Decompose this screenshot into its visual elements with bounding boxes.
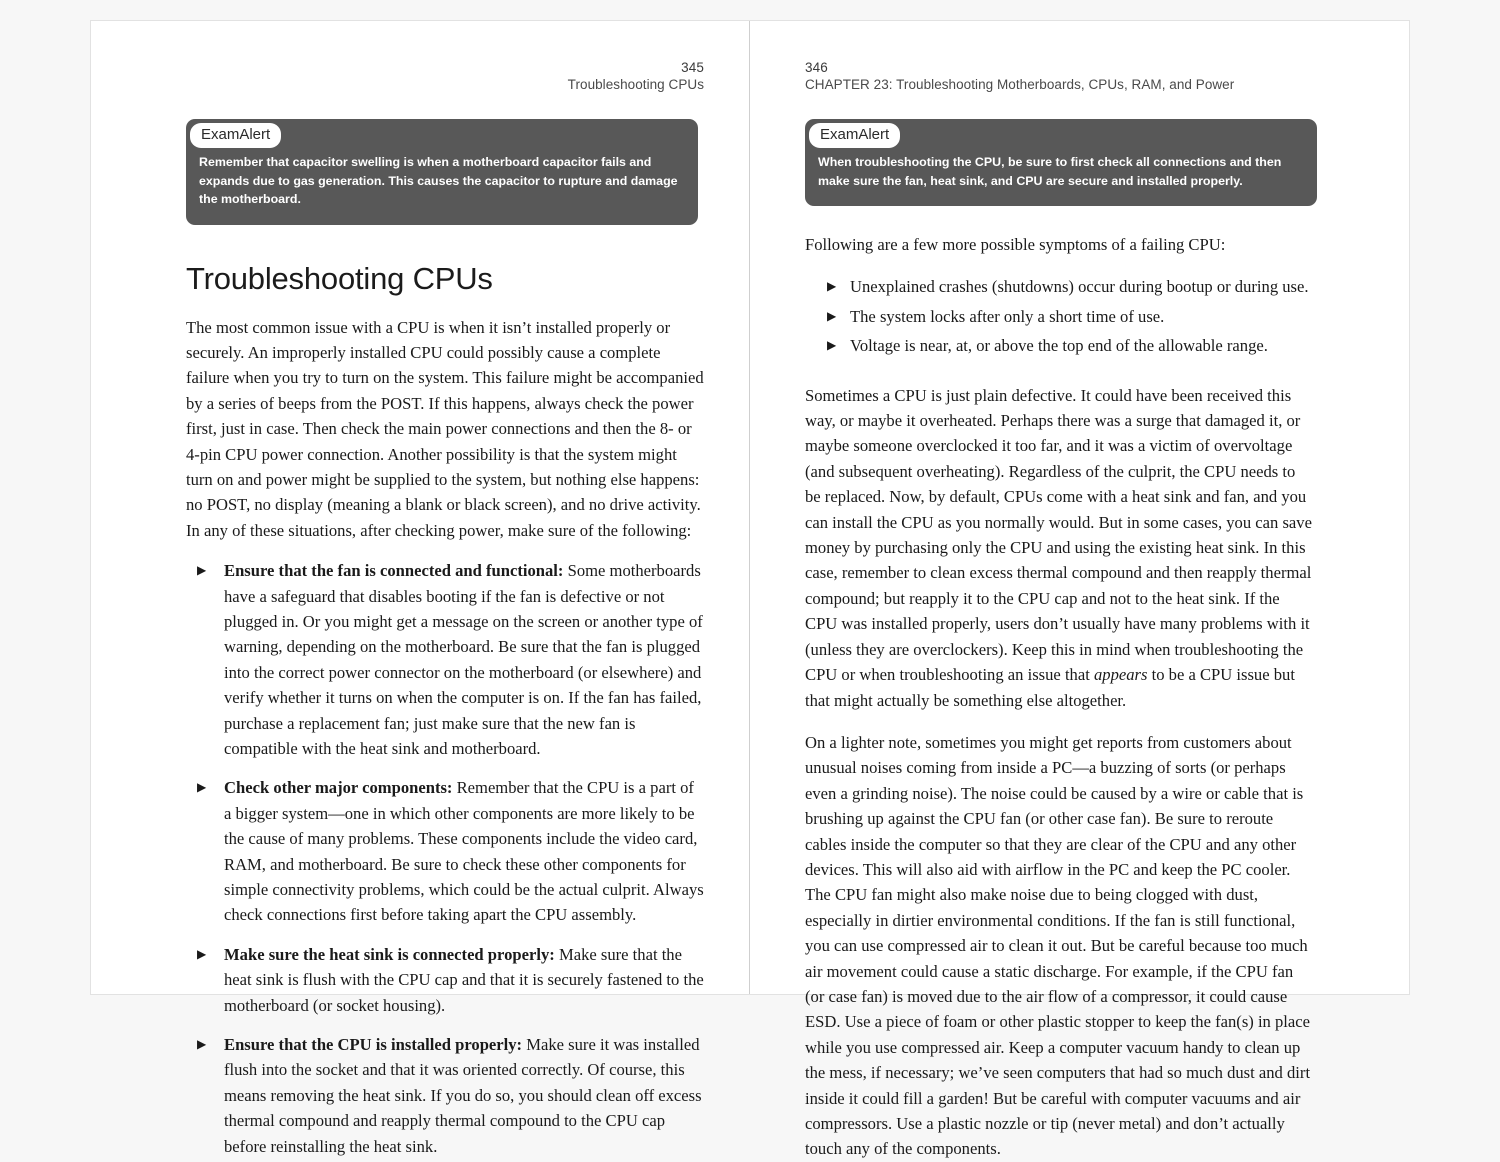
triangle-bullet-icon: ▶ [197, 1037, 207, 1052]
exam-alert-left [186, 119, 698, 225]
list-item-lead: Check other major components: [224, 778, 453, 798]
triangle-bullet-icon: ▶ [827, 279, 837, 294]
triangle-bullet-icon: ▶ [197, 780, 207, 795]
running-head-title-right: CHAPTER 23: Troubleshooting Motherboards, CPUs, RAM, and Power [805, 77, 1235, 92]
exam-alert-badge-left: ExamAlert [190, 123, 281, 148]
list-item-text: Some motherboards have a safeguard that disables booting if the fan is defective or not plugged in. Or you might get a message on the screen or another type of warning, depending on the motherboard. Be sure that the fan is plugged into the correct power connector on the motherboard (or elsewhere) and verify whether it turns on when the computer is on. If the fan has failed, purchase a replacement fan; just make sure that the new fan is compatible with the heat sink and motherboard. [224, 561, 703, 758]
bullet-list-left [186, 558, 704, 1159]
symptom-list [805, 274, 1314, 358]
intro-paragraph-left: The most common issue with a CPU is when it isn’t installed properly or securely. An improperly installed CPU could possibly cause a complete failure when you try to turn on the system. This failure might be accompanied by a series of beeps from the POST. If this happens, always check the power first, just in case. Then check the main power connections and then the 8- or 4-pin CPU power connection. Another possibility is that the system might turn on and power might be supplied to the system, but nothing else happens: no POST, no display (meaning a blank or black screen), and no drive activity. In any of these situations, after checking power, make sure of the following: [186, 317, 704, 540]
running-head-title-left: Troubleshooting CPUs [567, 77, 704, 92]
emphasized-word: appears [1093, 665, 1148, 685]
list-item-lead: Make sure the heat sink is connected properly: [224, 944, 555, 964]
page-number-left: 345 [681, 60, 704, 75]
section-title: Troubleshooting CPUs [186, 260, 493, 296]
intro-paragraph-right: Following are a few more possible symptoms of a failing CPU: [805, 235, 1226, 254]
book-spread [90, 20, 1410, 1159]
exam-alert-right [805, 119, 1317, 206]
paragraph-text-part1: Sometimes a CPU is just plain defective. It could have been received this way, or maybe it overheated. Perhaps there was a surge that damaged it, or maybe someone overclocked it too far, and it was a victim of overvoltage (and subsequent overheating). Regardless of the culprit, the CPU needs to be replaced. Now, by default, CPUs come with a heat sink and fan, and you can install the CPU as you normally would. But in some cases, you can save money by purchasing only the CPU and using the existing heat sink. In this case, remember to clean excess thermal compound and then reapply thermal compound; but reapply it to the CPU cap and not to the heat sink. If the CPU was installed properly, users don’t usually have many problems with it (unless they are overclockers). Keep this in mind when troubleshooting the CPU or when troubleshooting an issue that [805, 385, 1312, 685]
list-item [186, 775, 704, 927]
list-item-text: Voltage is near, at, or above the top end of the allowable range. [850, 336, 1268, 356]
paragraph-defective-cpu [805, 383, 1314, 713]
list-item-lead: Ensure that the fan is connected and functional: [224, 561, 564, 581]
exam-alert-badge-right: ExamAlert [809, 123, 900, 148]
list-item [805, 333, 1314, 358]
list-item [186, 558, 704, 761]
exam-alert-body-left: Remember that capacitor swelling is when a motherboard capacitor fails and expands due to gas generation. This causes the capacitor to rupture and damage the motherboard. [199, 155, 678, 206]
list-item-text: Remember that the CPU is a part of a bigger system—one in which other components are more likely to be the cause of many problems. These components include the video card, RAM, and motherboard. Be sure to check these other components for simple connectivity problems, which could be the actual culprit. Always check connections first before taking apart the CPU assembly. [224, 778, 704, 925]
list-item [186, 942, 704, 1018]
page-right [749, 21, 1409, 1159]
running-head-right [805, 59, 1314, 93]
list-item-text: Unexplained crashes (shutdowns) occur during bootup or during use. [850, 277, 1309, 297]
triangle-bullet-icon: ▶ [197, 946, 207, 961]
list-item [186, 1032, 704, 1159]
paragraph-text-part2: to be a CPU issue but that might actually be something else altogether. [805, 665, 1295, 710]
page-number-right: 346 [805, 60, 828, 75]
list-item-text: The system locks after only a short time of use. [850, 306, 1165, 326]
list-item-text: Make sure it was installed flush into the socket and that it was oriented correctly. Of course, this means removing the heat sink. If you do so, you should clean off excess thermal compound and reapply thermal compound to the CPU cap before reinstalling the heat sink. [224, 1035, 702, 1156]
running-head-left [186, 59, 704, 93]
triangle-bullet-icon: ▶ [827, 338, 837, 353]
exam-alert-body-right: When troubleshooting the CPU, be sure to first check all connections and then make sure the fan, heat sink, and CPU are secure and installed properly. [818, 155, 1282, 188]
list-item-lead: Ensure that the CPU is installed properly: [224, 1035, 523, 1055]
list-item [805, 274, 1314, 299]
paragraph-unusual-noises: On a lighter note, sometimes you might get reports from customers about unusual noises coming from inside a PC—a buzzing of sorts (or perhaps even a grinding noise). The noise could be caused by a wire or cable that is brushing up against the CPU fan (or other case fan). Be sure to reroute cables inside the computer so that they are clear of the CPU and any other devices. This will also aid with airflow in the PC and keep the PC cooler. The CPU fan might also make noise due to being clogged with dust, especially in dirtier environmental conditions. If the fan is still functional, you can use compressed air to clean it out. But be careful because too much air movement could cause a static discharge. For example, if the CPU fan (or case fan) is moved due to the air flow of a compressor, it could cause ESD. Use a piece of foam or other plastic stopper to keep the fan(s) in place while you use compressed air. Keep a computer vacuum handy to clean up the mess, if necessary; we’ve seen computers that had so much dust and dirt inside it could fill a garden! But be careful with computer vacuums and air compressors. Use a plastic nozzle or tip (never metal) and don’t actually touch any of the components. [805, 732, 1311, 1159]
triangle-bullet-icon: ▶ [827, 308, 837, 323]
list-item [805, 304, 1314, 329]
triangle-bullet-icon: ▶ [197, 563, 207, 578]
page-left [91, 21, 749, 1156]
list-item-text: Make sure that the heat sink is flush with the CPU cap and that it is securely fastened to the motherboard (or socket housing). [224, 944, 704, 1015]
